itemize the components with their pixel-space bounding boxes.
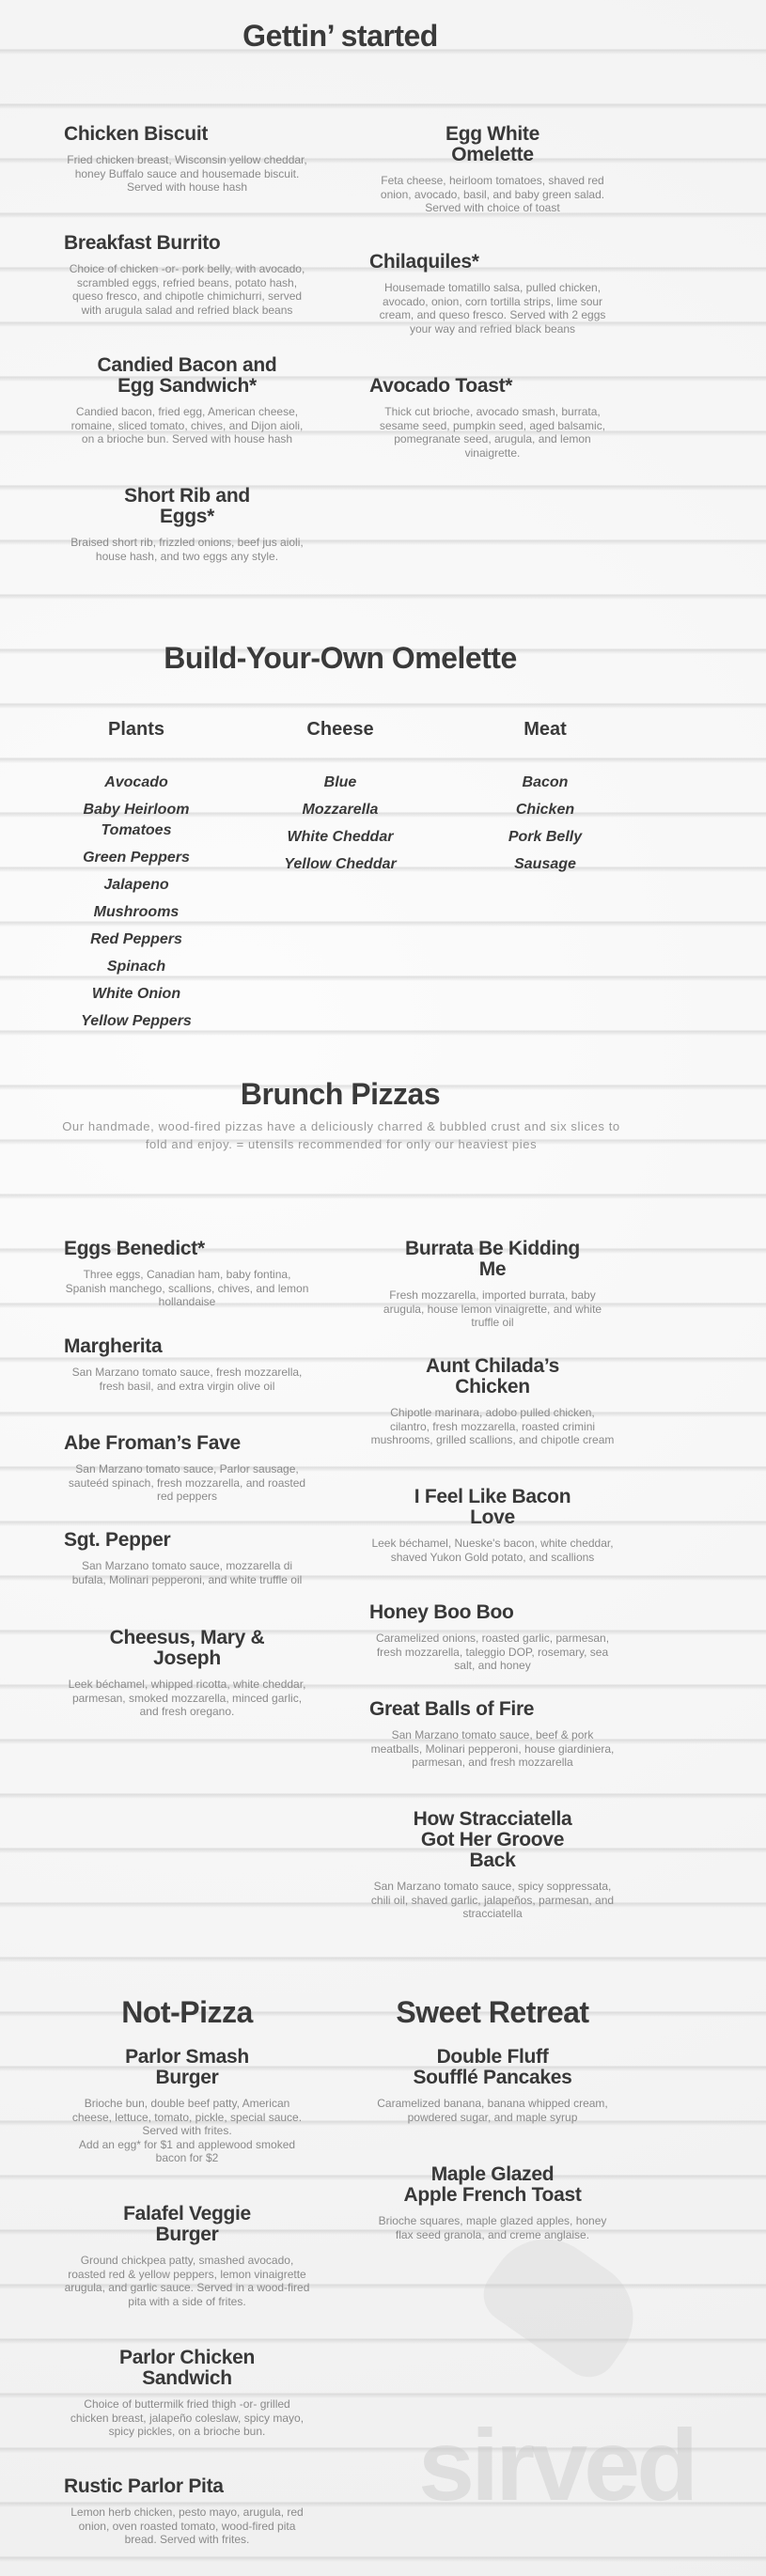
item-description: San Marzano tomato sauce, fresh mozzarella, fresh basil, and extra virgin olive oil [71,1366,303,1393]
item-name: Breakfast Burrito [64,232,221,254]
section-title-omelette: Build-Your-Own Omelette [164,641,517,675]
item-description: Caramelized banana, banana whipped cream, powdered sugar, and maple syrup [377,2097,608,2124]
item-description: San Marzano tomato sauce, Parlor sausage, sauteéd spinach, fresh mozzarella, and roasted red peppers [68,1462,306,1503]
option-item: Pork Belly [508,829,583,845]
menu-item [369,2047,616,2124]
item-description: Housemade tomatillo salsa, pulled chicken, avocado, onion, corn tortilla strips, lime sour cream, and queso fresco. Served with 2 eggs your way and refried black beans [379,281,606,336]
column-header: Meat [524,719,567,740]
option-item: Mozzarella [302,802,379,818]
item-description: Chipotle marinara, adobo pulled chicken, cilantro, fresh mozzarella, roasted crimini mushrooms, grilled scallions, and chipotle cream [370,1406,615,1446]
option-item: Yellow Peppers [81,1013,192,1029]
menu-item [369,124,616,215]
item-name: Double Fluff Soufflé Pancakes [413,2046,572,2088]
item-description: Choice of chicken -or- pork belly, with avocado, scrambled eggs, refried beans, potato hash, queso fresco, and chipotle chimichurri, served with arugula salad and refried black beans [69,262,305,317]
menu-item [64,2047,310,2165]
item-name: Short Rib and Eggs* [124,485,250,527]
menu-item [64,124,310,195]
item-name: Parlor Chicken Sandwich [118,2347,256,2389]
item-description: Brioche bun, double beef patty, American cheese, lettuce, tomato, pickle, special sauce. Served with frites. Add an egg* for $1 and applewood smoked bacon for $2 [71,2097,303,2164]
watermark: sirved [418,2408,696,2521]
menu-item [369,376,616,460]
omelette-column-plants [42,719,230,1038]
item-name: Avocado Toast* [369,375,513,397]
item-description: Lemon herb chicken, pesto mayo, arugula, red onion, oven roasted tomato, wood-fired pita bread. Served with frites. [70,2506,304,2546]
menu-item [369,1809,616,1921]
item-description: Thick cut brioche, avocado smash, burrata, sesame seed, pumpkin seed, aged balsamic, pomegranate seed, arugula, and lemon vinaigrette. [379,405,606,460]
option-item: Avocado [104,774,168,790]
menu-item [369,1602,616,1673]
omelette-column-meat [451,719,639,882]
option-item: Mushrooms [93,904,180,920]
item-name: Chicken Biscuit [64,123,209,145]
section-title-not-pizza: Not-Pizza [121,1995,253,2029]
menu-item [64,1336,310,1393]
item-description: San Marzano tomato sauce, mozzarella di bufala, Molinari pepperoni, and white truffle oil [71,1559,303,1586]
item-description: Fried chicken breast, Wisconsin yellow cheddar, honey Buffalo sauce and housemade biscuit. Served with house hash [67,153,307,194]
omelette-column-cheese [246,719,434,882]
menu-item [369,2164,616,2241]
menu-item [64,233,310,317]
option-item: Yellow Cheddar [284,856,397,872]
item-name: Chilaquiles* [369,251,479,273]
item-name: Rustic Parlor Pita [64,2475,224,2497]
menu-item [64,1530,310,1586]
watermark-logo-icon [473,2217,655,2388]
menu-item [64,2348,310,2439]
column-header: Plants [107,719,165,740]
item-name: Cheesus, Mary & Joseph [109,1627,265,1669]
column-header: Cheese [306,719,374,740]
item-description: Caramelized onions, roasted garlic, parmesan, fresh mozzarella, taleggio DOP, rosemary, sea salt, and honey [375,1631,610,1672]
menu-item [64,1628,310,1719]
section-intro: Our handmade, wood-fired pizzas have a deliciously charred & bubbled crust and six slices to fold and enjoy. = utensils recommended for only our heaviest pies [62,1119,620,1151]
item-description: San Marzano tomato sauce, spicy soppressata, chili oil, shaved garlic, jalapeños, parmesan, and stracciatella [370,1880,615,1920]
item-description: Brioche squares, maple glazed apples, honey flax seed granola, and creme anglaise. [378,2214,607,2241]
item-description: Fresh mozzarella, imported burrata, baby arugula, house lemon vinaigrette, and white truffle oil [383,1288,602,1329]
option-item: Green Peppers [83,850,190,866]
menu-item [369,1356,616,1447]
item-description: San Marzano tomato sauce, beef & pork meatballs, Molinari pepperoni, house giardiniera, parmesan, and fresh mozzarella [370,1728,615,1769]
option-item: Red Peppers [90,931,182,947]
option-item: Sausage [514,856,576,872]
menu-item [369,1487,616,1564]
menu-item [369,252,616,336]
item-name: Egg White Omelette [446,123,539,165]
item-name: Sgt. Pepper [64,1529,171,1551]
menu-item [369,1239,616,1330]
item-name: Falafel Veggie Burger [123,2203,251,2245]
item-name: Abe Froman’s Fave [64,1432,241,1454]
item-name: Great Balls of Fire [369,1698,535,1720]
option-item: Spinach [106,959,166,975]
section-title-pizzas: Brunch Pizzas [240,1077,441,1111]
item-name: How Stracciatella Got Her Groove Back [413,1808,572,1871]
option-item: White Onion [91,986,181,1002]
option-item: Jalapeno [103,877,169,893]
section-title-sweet-retreat: Sweet Retreat [396,1995,589,2029]
item-description: Candied bacon, fried egg, American cheese, romaine, sliced tomato, chives, and Dijon aioli, on a brioche bun. Served with house hash [70,405,304,445]
option-item: Baby Heirloom Tomatoes [83,802,190,838]
item-description: Braised short rib, frizzled onions, beef jus aioli, house hash, and two eggs any style. [70,536,304,563]
option-item: Blue [323,774,357,790]
menu-item [64,1239,310,1309]
item-description: Choice of buttermilk fried thigh -or- grilled chicken breast, jalapeño coleslaw, spicy mayo, spicy pickles, on a brioche bun. [70,2397,305,2438]
item-description: Three eggs, Canadian ham, baby fontina, Spanish manchego, scallions, chives, and lemon hollandaise [65,1268,309,1308]
item-name: Maple Glazed Apple French Toast [403,2163,582,2206]
item-name: Eggs Benedict* [64,1238,205,1259]
item-name: Candied Bacon and Egg Sandwich* [97,354,277,397]
menu-item [64,486,310,563]
item-name: I Feel Like Bacon Love [414,1486,571,1528]
option-item: Bacon [522,774,569,790]
item-description: Ground chickpea patty, smashed avocado, roasted red & yellow peppers, lemon vinaigrette arugula, and garlic sauce. Served in a wood-fired pita with a side of frites. [64,2254,310,2308]
menu-item [369,1699,616,1770]
menu-item [64,355,310,446]
item-name: Parlor Smash Burger [125,2046,249,2088]
menu-item [64,2476,310,2547]
item-description: Feta cheese, heirloom tomatoes, shaved red onion, avocado, basil, and baby green salad. Served with choice of toast [380,174,605,214]
section-title-getting-started: Gettin’ started [242,19,438,53]
item-name: Burrata Be Kidding Me [405,1238,580,1280]
menu-item [64,1433,310,1504]
item-name: Aunt Chilada’s Chicken [425,1355,560,1397]
item-description: Leek béchamel, whipped ricotta, white cheddar, parmesan, smoked mozzarella, minced garlic, and fresh oregano. [68,1678,306,1718]
item-description: Leek béchamel, Nueske's bacon, white cheddar, shaved Yukon Gold potato, and scallions [371,1537,614,1564]
item-name: Margherita [64,1335,163,1357]
option-item: White Cheddar [287,829,394,845]
item-name: Honey Boo Boo [369,1601,514,1623]
menu-item [64,2204,310,2308]
option-item: Chicken [515,802,575,818]
